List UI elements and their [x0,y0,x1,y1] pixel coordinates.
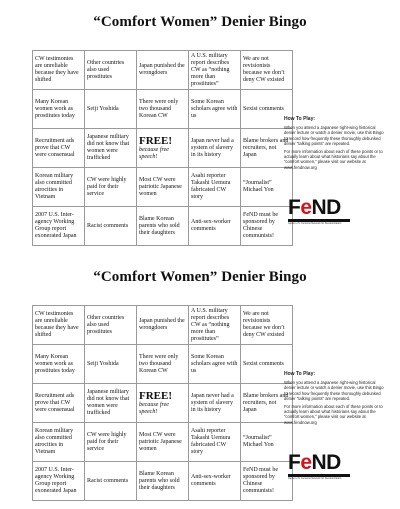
bingo-cell: Sexist comments [241,90,293,129]
bingo-sheet-bottom [0,255,400,509]
bingo-cell: Many Korean women work as prostitutes today [33,90,85,129]
bingo-cell: “Journalist” Michael Yon [241,423,293,462]
page-title: “Comfort Women” Denier Bingo [93,14,307,30]
bingo-cell: Sexist comments [241,345,293,384]
bingo-cell: Some Korean scholars agree with us [189,90,241,129]
bingo-cell: CW were highly paid for their service [85,168,137,207]
bingo-cell: There were only two thousand Korean CW [137,345,189,384]
bingo-sheet-top [0,0,400,254]
bingo-cell: Japanese military did not know that women were trafficked [85,384,137,423]
board-row [33,306,293,345]
bingo-cell: Some Korean scholars agree with us [189,345,241,384]
bingo-cell: Other countries also used prostitutes [85,51,137,90]
bingo-cell: A U.S. military report describes CW as “nothing more than prostitutes” [189,306,241,345]
bingo-cell: Blame Korean parents who sold their daughters [137,207,189,246]
bingo-cell: Blame brokers and recruiters, not Japan [241,129,293,168]
bingo-cell: Racist comments [85,462,137,501]
how-to-play-instructions: When you attend a Japanese right-wing historical denier lecture or watch a denier movie, use this Bingo to record how frequently these thoroughly debunked denier “talking points” are repeated. [284,380,384,401]
fend-logo [288,197,358,225]
bingo-cell: Japanese military did not know that women were trafficked [85,129,137,168]
bingo-cell: Japan never had a system of slavery in its history [189,129,241,168]
bingo-cell: Anti-sex-worker comments [189,207,241,246]
how-to-play-instructions: When you attend a Japanese right-wing historical denier lecture or watch a denier movie, use this Bingo to record how frequently these thoroughly debunked denier “talking points” are repeated. [284,125,384,146]
bingo-cell: Japan never had a system of slavery in its history [189,384,241,423]
bingo-cell: Asahi reporter Takashi Uemura fabricated CW story [189,423,241,462]
how-to-play-panel [284,117,384,173]
bingo-cell: Most CW were patriotic Japanese women [137,423,189,462]
bingo-cell: We are not revisionists because we don’t deny CW existed [241,306,293,345]
bingo-cell: Blame Korean parents who sold their daughters [137,462,189,501]
fend-logo [288,452,358,480]
bingo-cell: Japan punished the wrongdoers [137,306,189,345]
bingo-cell: CW testimonies are unreliable because they have shifted [33,51,85,90]
bingo-cell: Seiji Yoshida [85,345,137,384]
board-row [33,207,293,246]
bingo-cell: We are not revisionists because we don’t deny CW existed [241,51,293,90]
bingo-cell: 2007 U.S. Inter-agency Working Group report exonerated Japan [33,462,85,501]
board-row [33,129,293,168]
how-to-play-panel [284,372,384,428]
bingo-cell: Recruitment ads prove that CW were consensual [33,384,85,423]
board-row [33,90,293,129]
board-row [33,423,293,462]
bingo-cell: Asahi reporter Takashi Uemura fabricated CW story [189,168,241,207]
free-space-subtitle: because free speech! [139,401,169,415]
fend-wordmark: FeND [288,451,341,474]
how-to-play-more-info: For more information about each of these points or to actually learn about what historians say about the “comfort women,” please visit our website at www.fendnow.org [284,404,383,425]
bingo-cell: “Journalist” Michael Yon [241,168,293,207]
board-row [33,384,293,423]
board-row [33,51,293,90]
bingo-cell: Blame brokers and recruiters, not Japan [241,384,293,423]
board-row [33,168,293,207]
bingo-cell: Most CW were patriotic Japanese women [137,168,189,207]
how-to-play-more-info: For more information about each of these points or to actually learn about what historians say about the “comfort women,” please visit our website at www.fendnow.org [284,149,383,170]
bingo-cell: Other countries also used prostitutes [85,306,137,345]
free-space-subtitle: because free speech! [139,146,169,160]
free-space-cell [137,384,189,423]
bingo-cell: Recruitment ads prove that CW were consensual [33,129,85,168]
bingo-cell: Racist comments [85,207,137,246]
free-space-cell [137,129,189,168]
bingo-cell: FeND must be sponsored by Chinese communists! [241,207,293,246]
how-to-play-heading: How To Play: [284,371,316,377]
board-row [33,462,293,501]
bingo-cell: Anti-sex-worker comments [189,462,241,501]
bingo-board [32,50,293,246]
free-space-label: FREE! [139,389,172,402]
bingo-cell: A U.S. military report describes CW as “nothing more than prostitutes” [189,51,241,90]
page-title: “Comfort Women” Denier Bingo [93,269,307,285]
bingo-cell: Korean military also committed atrocities in Vietnam [33,168,85,207]
bingo-cell: CW were highly paid for their service [85,423,137,462]
bingo-cell: Korean military also committed atrocities in Vietnam [33,423,85,462]
bingo-cell: Many Korean women work as prostitutes today [33,345,85,384]
bingo-cell: There were only two thousand Korean CW [137,90,189,129]
bingo-cell: FeND must be sponsored by Chinese communists! [241,462,293,501]
bingo-cell: CW testimonies are unreliable because they have shifted [33,306,85,345]
bingo-cell: Seiji Yoshida [85,90,137,129]
fend-wordmark: FeND [288,196,341,219]
free-space-label: FREE! [139,134,172,147]
bingo-cell: Japan punished the wrongdoers [137,51,189,90]
board-row [33,345,293,384]
bingo-board [32,305,293,501]
logo-tagline: Japan-U.S. Feminist Network for Decolonization [288,477,342,480]
how-to-play-heading: How To Play: [284,116,316,122]
bingo-cell: 2007 U.S. Inter-agency Working Group report exonerated Japan [33,207,85,246]
logo-tagline: Japan-U.S. Feminist Network for Decolonization [288,222,342,225]
